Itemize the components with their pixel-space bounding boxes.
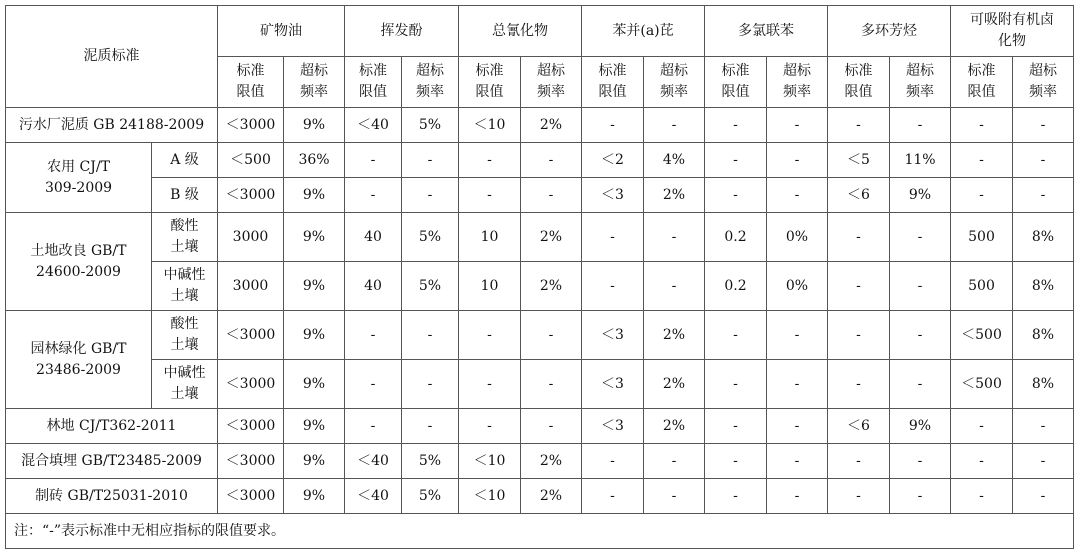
table-cell: - <box>705 360 767 409</box>
subheader-limit <box>951 57 1013 108</box>
table-cell: - <box>521 360 582 409</box>
table-cell: - <box>402 311 459 360</box>
cell-line: 标准 <box>359 63 387 79</box>
table-cell: - <box>890 444 951 479</box>
table-cell: 9% <box>890 409 951 444</box>
standard-subgrade: A 级 <box>152 143 218 178</box>
table-cell: ＜500 <box>951 360 1013 409</box>
standard-name: 污水厂泥质 GB 24188-2009 <box>6 108 218 143</box>
table-cell: 0.2 <box>705 262 767 311</box>
cell-line: 超标 <box>300 63 328 79</box>
standard-subgrade <box>152 262 218 311</box>
table-cell: 9% <box>284 311 345 360</box>
table-cell: 9% <box>284 262 345 311</box>
subheader-rate <box>890 57 951 108</box>
table-cell: 9% <box>284 479 345 514</box>
header-corner: 泥质标准 <box>6 6 218 108</box>
table-cell: - <box>402 143 459 178</box>
table-cell: - <box>644 444 705 479</box>
subheader-rate <box>402 57 459 108</box>
standard-name <box>6 143 152 213</box>
table-row <box>6 360 1074 409</box>
table-cell: ＜3 <box>582 409 644 444</box>
table-cell: ＜10 <box>459 108 521 143</box>
table-cell: 9% <box>284 108 345 143</box>
cell-line: 标准 <box>967 63 996 79</box>
table-cell: - <box>459 143 521 178</box>
cell-line: 超标 <box>1029 63 1057 79</box>
table-cell: 9% <box>284 178 345 213</box>
standard-name: 制砖 GB/T25031-2010 <box>6 479 218 514</box>
subheader-rate <box>767 57 828 108</box>
table-cell: 2% <box>644 409 705 444</box>
table-cell: - <box>1013 108 1074 143</box>
standard-name <box>6 213 152 311</box>
table-cell: 9% <box>284 213 345 262</box>
table-row <box>6 262 1074 311</box>
table-cell: - <box>644 479 705 514</box>
table-cell: - <box>951 178 1013 213</box>
cell-line: 限值 <box>236 84 265 100</box>
cell-line: 频率 <box>660 84 688 100</box>
table-cell: 2% <box>521 108 582 143</box>
table-cell: - <box>828 108 890 143</box>
cell-line: 频率 <box>783 84 811 100</box>
cell-line: 中碱性 <box>163 365 206 381</box>
table-cell: - <box>828 262 890 311</box>
table-cell: 9% <box>890 178 951 213</box>
table-cell: 0% <box>767 213 828 262</box>
table-cell: 5% <box>402 108 459 143</box>
table-cell: ＜3000 <box>218 444 284 479</box>
standard-subgrade <box>152 311 218 360</box>
table-cell: 8% <box>1013 311 1074 360</box>
cell-line: 超标 <box>906 63 934 79</box>
table-cell: ＜3000 <box>218 409 284 444</box>
subheader-limit <box>459 57 521 108</box>
column-header: 可吸附有机卤化物 <box>951 6 1074 57</box>
table-row <box>6 409 1074 444</box>
table-cell: - <box>767 360 828 409</box>
table-cell: - <box>828 213 890 262</box>
cell-line: 标准 <box>236 63 265 79</box>
cell-line: 24600-2009 <box>36 263 121 280</box>
table-cell: - <box>890 213 951 262</box>
note-row <box>6 514 1074 549</box>
table-cell: - <box>521 311 582 360</box>
cell-line: 频率 <box>1029 84 1057 100</box>
table-cell: - <box>1013 479 1074 514</box>
table-row <box>6 311 1074 360</box>
table-cell: 2% <box>644 360 705 409</box>
table-note: 注：“-”表示标准中无相应指标的限值要求。 <box>6 514 1074 549</box>
table-cell: - <box>1013 444 1074 479</box>
table-cell: - <box>459 178 521 213</box>
table-cell: 8% <box>1013 262 1074 311</box>
table-cell: - <box>582 108 644 143</box>
table-cell: - <box>767 311 828 360</box>
table-cell: 2% <box>521 479 582 514</box>
table-cell: - <box>582 444 644 479</box>
table-cell: - <box>767 409 828 444</box>
table-cell: - <box>459 311 521 360</box>
cell-line: 土壤 <box>170 288 199 304</box>
table-cell: 2% <box>644 178 705 213</box>
cell-line: 土壤 <box>170 239 199 255</box>
table-cell: - <box>767 108 828 143</box>
table-cell: - <box>521 143 582 178</box>
cell-line: 超标 <box>416 63 444 79</box>
table-cell: ＜3000 <box>218 479 284 514</box>
table-cell: - <box>890 262 951 311</box>
cell-line: 23486-2009 <box>36 361 121 378</box>
column-header: 挥发酚 <box>345 6 459 57</box>
table-cell: ＜6 <box>828 409 890 444</box>
table-cell: ＜6 <box>828 178 890 213</box>
table-cell: - <box>767 444 828 479</box>
table-cell: 4% <box>644 143 705 178</box>
table-cell: - <box>767 479 828 514</box>
table-cell: - <box>402 409 459 444</box>
cell-line: 土壤 <box>170 337 199 353</box>
standard-name: 林地 CJ/T362-2011 <box>6 409 218 444</box>
table-cell: - <box>828 444 890 479</box>
table-row <box>6 178 1074 213</box>
column-header: 多氯联苯 <box>705 6 828 57</box>
table-cell: - <box>828 360 890 409</box>
table-cell: 3000 <box>218 213 284 262</box>
table-cell: - <box>767 143 828 178</box>
table-cell: - <box>1013 143 1074 178</box>
cell-line: 限值 <box>721 84 750 100</box>
table-cell: - <box>402 360 459 409</box>
standard-subgrade <box>152 213 218 262</box>
table-cell: 2% <box>644 311 705 360</box>
cell-line: 频率 <box>416 84 444 100</box>
column-header: 总氰化物 <box>459 6 582 57</box>
table-cell: - <box>705 143 767 178</box>
table-cell: ＜3 <box>582 178 644 213</box>
table-cell: - <box>644 262 705 311</box>
subheader-limit <box>828 57 890 108</box>
cell-line: 标准 <box>475 63 504 79</box>
table-cell: ＜5 <box>828 143 890 178</box>
subheader-rate <box>1013 57 1074 108</box>
standard-name <box>6 311 152 409</box>
table-cell: ＜40 <box>345 444 402 479</box>
cell-line: 土地改良 GB/T <box>30 242 127 259</box>
table-cell: 40 <box>345 262 402 311</box>
table-cell: - <box>644 108 705 143</box>
table-cell: ＜10 <box>459 479 521 514</box>
table-cell: - <box>459 409 521 444</box>
table-cell: 9% <box>284 360 345 409</box>
header-row <box>6 6 1074 57</box>
table-cell: 0.2 <box>705 213 767 262</box>
cell-line: 309-2009 <box>44 179 113 196</box>
subheader-limit <box>218 57 284 108</box>
cell-line: 农用 CJ/T <box>47 158 110 175</box>
cell-line: 超标 <box>783 63 811 79</box>
cell-line: 超标 <box>660 63 688 79</box>
cell-line: 限值 <box>967 84 996 100</box>
table-cell: 2% <box>521 262 582 311</box>
table-cell: - <box>1013 178 1074 213</box>
table-cell: - <box>459 360 521 409</box>
table-cell: 3000 <box>218 262 284 311</box>
table-row <box>6 213 1074 262</box>
cell-line: 标准 <box>598 63 627 79</box>
table-cell: - <box>582 262 644 311</box>
sludge-standards-table <box>5 5 1074 549</box>
table-cell: - <box>828 311 890 360</box>
table-cell: - <box>767 178 828 213</box>
table-cell: 500 <box>951 213 1013 262</box>
column-header: 苯并(a)芘 <box>582 6 705 57</box>
cell-line: 土壤 <box>170 386 199 402</box>
subheader-rate <box>644 57 705 108</box>
cell-line: 超标 <box>537 63 565 79</box>
cell-line: 频率 <box>537 84 565 100</box>
subheader-limit <box>582 57 644 108</box>
table-cell: - <box>345 178 402 213</box>
table-cell: ＜40 <box>345 479 402 514</box>
table-cell: 8% <box>1013 360 1074 409</box>
table-cell: ＜3 <box>582 311 644 360</box>
subheader-limit <box>705 57 767 108</box>
table-cell: - <box>890 360 951 409</box>
table-cell: - <box>828 479 890 514</box>
cell-line: 限值 <box>475 84 504 100</box>
cell-line: 酸性 <box>170 316 199 332</box>
cell-line: 园林绿化 GB/T <box>30 340 127 357</box>
table-row <box>6 479 1074 514</box>
column-header: 矿物油 <box>218 6 345 57</box>
table-cell: ＜3000 <box>218 311 284 360</box>
table-cell: - <box>890 479 951 514</box>
table-cell: 40 <box>345 213 402 262</box>
table-cell: ＜3000 <box>218 178 284 213</box>
table-cell: 9% <box>284 409 345 444</box>
cell-line: 限值 <box>844 84 873 100</box>
subheader-rate <box>284 57 345 108</box>
table-cell: 5% <box>402 479 459 514</box>
table-cell: - <box>705 311 767 360</box>
table-cell: - <box>345 143 402 178</box>
table-cell: ＜500 <box>951 311 1013 360</box>
table-cell: 9% <box>284 444 345 479</box>
table-cell: 2% <box>521 444 582 479</box>
table-cell: - <box>705 409 767 444</box>
table-row <box>6 143 1074 178</box>
table-cell: - <box>582 213 644 262</box>
table-cell: - <box>951 143 1013 178</box>
table-row <box>6 444 1074 479</box>
table-cell: - <box>582 479 644 514</box>
table-cell: 36% <box>284 143 345 178</box>
table-cell: - <box>951 479 1013 514</box>
table-cell: ＜3000 <box>218 360 284 409</box>
table-cell: - <box>951 444 1013 479</box>
table-cell: ＜3 <box>582 360 644 409</box>
cell-line: 标准 <box>844 63 873 79</box>
table-cell: 0% <box>767 262 828 311</box>
table-cell: - <box>1013 409 1074 444</box>
table-cell: 5% <box>402 444 459 479</box>
standard-subgrade <box>152 360 218 409</box>
table-row <box>6 108 1074 143</box>
table-cell: 10 <box>459 262 521 311</box>
table-cell: - <box>521 409 582 444</box>
cell-line: 酸性 <box>170 218 199 234</box>
table-cell: - <box>705 108 767 143</box>
cell-line: 标准 <box>721 63 750 79</box>
table-cell: - <box>705 479 767 514</box>
table-cell: - <box>951 409 1013 444</box>
cell-line: 频率 <box>300 84 328 100</box>
table-cell: 500 <box>951 262 1013 311</box>
cell-line: 限值 <box>598 84 627 100</box>
standard-subgrade: B 级 <box>152 178 218 213</box>
table-cell: - <box>402 178 459 213</box>
table-cell: - <box>345 311 402 360</box>
table-cell: ＜40 <box>345 108 402 143</box>
column-header: 多环芳烃 <box>828 6 951 57</box>
table-cell: ＜500 <box>218 143 284 178</box>
table-cell: 8% <box>1013 213 1074 262</box>
cell-line: 中碱性 <box>163 267 206 283</box>
table-cell: ＜3000 <box>218 108 284 143</box>
table-cell: - <box>644 213 705 262</box>
table-cell: - <box>345 360 402 409</box>
table-cell: 5% <box>402 213 459 262</box>
subheader-rate <box>521 57 582 108</box>
table-cell: 2% <box>521 213 582 262</box>
standard-name: 混合填埋 GB/T23485-2009 <box>6 444 218 479</box>
cell-line: 限值 <box>359 84 387 100</box>
table-cell: - <box>705 444 767 479</box>
table-cell: - <box>345 409 402 444</box>
table-cell: - <box>705 178 767 213</box>
cell-line: 频率 <box>906 84 934 100</box>
table-cell: 10 <box>459 213 521 262</box>
subheader-limit <box>345 57 402 108</box>
table-cell: 11% <box>890 143 951 178</box>
table-cell: ＜2 <box>582 143 644 178</box>
table-cell: 5% <box>402 262 459 311</box>
table-cell: - <box>890 311 951 360</box>
table-cell: - <box>951 108 1013 143</box>
table-cell: - <box>890 108 951 143</box>
table-cell: - <box>521 178 582 213</box>
table-cell: ＜10 <box>459 444 521 479</box>
